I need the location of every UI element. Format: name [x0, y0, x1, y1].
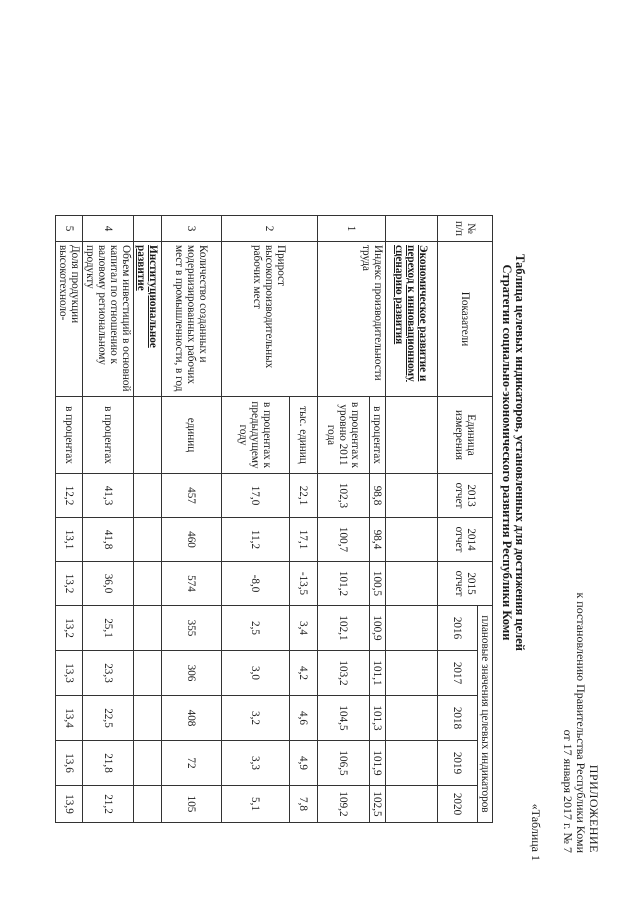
col-header-2017: 2017 [438, 651, 478, 696]
row-indicator: Количество созданных и модернизированных рабочих мест в промышленности, в год [162, 242, 222, 397]
value-cell: 106,5 [318, 741, 370, 786]
row-unit: в процентах к предыдущему году [222, 397, 290, 474]
row-indicator: Объем инвестиций в основной капитал по отношению к валовому региональному продукту [83, 242, 134, 397]
value-cell: 17,0 [222, 474, 290, 518]
value-cell: 100,9 [370, 606, 386, 651]
value-cell: 23,3 [83, 651, 134, 696]
col-header-num: № п/п [438, 216, 493, 242]
value-cell: 4,9 [290, 741, 318, 786]
value-cell: -13,5 [290, 562, 318, 606]
value-cell: 3,2 [222, 696, 290, 741]
value-cell: 109,2 [318, 786, 370, 823]
row-unit: в процентах [56, 397, 83, 474]
value-cell: 41,3 [83, 474, 134, 518]
col-header-2020: 2020 [438, 786, 478, 823]
value-cell: 98,4 [370, 518, 386, 562]
table-row [162, 216, 222, 823]
value-cell: 574 [162, 562, 222, 606]
col-header-2014: 2014 отчет [438, 518, 493, 562]
value-cell: 101,3 [370, 696, 386, 741]
section-economic: Экономическое развитие и переход к инновационному сценарию развития [386, 242, 438, 397]
resolution-ref: к постановлению Правительства Республики Коми [574, 592, 588, 853]
value-cell: 3,4 [290, 606, 318, 651]
section-row [134, 216, 162, 823]
col-header-2016: 2016 [438, 606, 478, 651]
value-cell: 5,1 [222, 786, 290, 823]
value-cell: 101,9 [370, 741, 386, 786]
table-title-line2: Стратегии социально-экономического развития Республики Коми [500, 264, 514, 641]
row-unit: в процентах [83, 397, 134, 474]
value-cell: 17,1 [290, 518, 318, 562]
value-cell: 4,2 [290, 651, 318, 696]
value-cell: 102,1 [318, 606, 370, 651]
col-header-2015: 2015 отчет [438, 562, 493, 606]
row-indicator: Прирост высокопроизводительных рабочих мест [222, 242, 318, 397]
table-row [83, 216, 134, 823]
value-cell: 36,0 [83, 562, 134, 606]
value-cell: 4,6 [290, 696, 318, 741]
row-unit: в процентах [370, 397, 386, 474]
resolution-date: от 17 января 2017 г. № 7 [561, 729, 575, 853]
value-cell: 101,2 [318, 562, 370, 606]
value-cell: 11,2 [222, 518, 290, 562]
row-number: 1 [318, 216, 386, 242]
row-indicator: Индекс производительности труда [318, 242, 386, 397]
table-row [290, 216, 318, 823]
value-cell: 104,5 [318, 696, 370, 741]
col-header-indicator: Показатели [438, 242, 493, 397]
value-cell: 12,2 [56, 474, 83, 518]
table-row [56, 216, 83, 823]
value-cell: 25,1 [83, 606, 134, 651]
value-cell: 22,5 [83, 696, 134, 741]
col-header-2018: 2018 [438, 696, 478, 741]
value-cell: 13,1 [56, 518, 83, 562]
value-cell: 13,6 [56, 741, 83, 786]
value-cell: 102,3 [318, 474, 370, 518]
value-cell: 21,2 [83, 786, 134, 823]
value-cell: 100,7 [318, 518, 370, 562]
value-cell: 13,9 [56, 786, 83, 823]
value-cell: 105 [162, 786, 222, 823]
value-cell: 21,8 [83, 741, 134, 786]
value-cell: 13,2 [56, 562, 83, 606]
row-indicator: Доля продукции высокотехноло- [56, 242, 83, 397]
value-cell: 460 [162, 518, 222, 562]
col-header-planned: плановые значения целевых индикаторов [478, 606, 493, 823]
value-cell: 100,5 [370, 562, 386, 606]
value-cell: 13,4 [56, 696, 83, 741]
col-header-2019: 2019 [438, 741, 478, 786]
appendix-label: ПРИЛОЖЕНИЕ [587, 764, 601, 853]
section-row [386, 216, 438, 823]
table-ref-label: «Таблица 1 [529, 803, 543, 861]
row-number: 2 [222, 216, 318, 242]
row-unit: тыс. единиц [290, 397, 318, 474]
value-cell: 13,3 [56, 651, 83, 696]
table-title-line1: Таблица целевых индикаторов, установленных для достижения целей [513, 254, 527, 651]
value-cell: 22,1 [290, 474, 318, 518]
table-row [370, 216, 386, 823]
value-cell: 306 [162, 651, 222, 696]
value-cell: 2,5 [222, 606, 290, 651]
col-header-2013: 2013 отчет [438, 474, 493, 518]
value-cell: 102,5 [370, 786, 386, 823]
value-cell: 98,8 [370, 474, 386, 518]
row-unit: в процентах к уровню 2011 года [318, 397, 370, 474]
value-cell: 101,1 [370, 651, 386, 696]
value-cell: 457 [162, 474, 222, 518]
value-cell: 103,2 [318, 651, 370, 696]
section-institutional: Институциональное развитие [134, 242, 162, 397]
row-number: 5 [56, 216, 83, 242]
value-cell: 408 [162, 696, 222, 741]
row-number: 3 [162, 216, 222, 242]
value-cell: 7,8 [290, 786, 318, 823]
value-cell: 355 [162, 606, 222, 651]
value-cell: 13,2 [56, 606, 83, 651]
row-number: 4 [83, 216, 134, 242]
col-header-unit: Единица измерения [438, 397, 493, 474]
value-cell: 3,0 [222, 651, 290, 696]
value-cell: 41,8 [83, 518, 134, 562]
row-unit: единиц [162, 397, 222, 474]
value-cell: -8,0 [222, 562, 290, 606]
indicators-table [55, 215, 493, 823]
value-cell: 3,3 [222, 741, 290, 786]
value-cell: 72 [162, 741, 222, 786]
